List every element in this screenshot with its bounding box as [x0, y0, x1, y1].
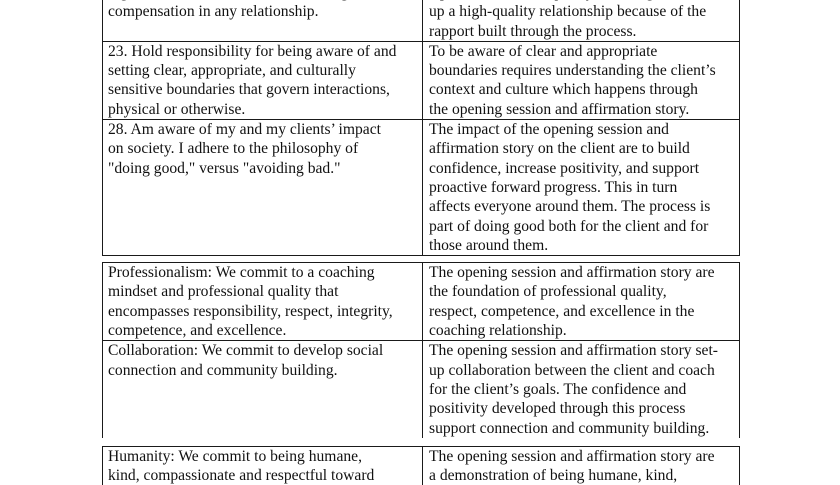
alignment-cell: The opening session and affirmation story are the foundation of professional quality, respect, competence, and excellence in the coaching relationship. — [423, 263, 740, 340]
standard-cell: Collaboration: We commit to develop social connection and community building. — [102, 341, 423, 437]
alignment-cell: up a high-quality relationship because of the rapport built through the process. — [423, 0, 740, 41]
standard-cell: 23. Hold responsibility for being aware of and setting clear, appropriate, and culturally sensitive boundaries that govern interactions, physical or otherwise. — [102, 42, 423, 119]
alignment-cell: The impact of the opening session and affirmation story on the client are to build confidence, increase positivity, and support proactive forward progress. This in turn affects everyone around them. The process is part of doing good both for the client and for those around them. — [423, 120, 740, 255]
standard-cell: compensation in any relationship. — [102, 0, 423, 41]
standard-cell: Professionalism: We commit to a coaching mindset and professional quality that encompasses responsibility, respect, integrity, competence, and excellence. — [102, 263, 423, 340]
standard-cell: 28. Am aware of my and my clients’ impact on society. I adhere to the philosophy of "doing good," versus "avoiding bad." — [102, 120, 423, 255]
ethics-alignment-table — [102, 0, 740, 485]
alignment-cell: The opening session and affirmation story are a demonstration of being humane, kind, — [423, 447, 740, 485]
table-row — [102, 340, 740, 437]
table-row — [102, 41, 740, 119]
table-row — [102, 0, 740, 41]
table-row — [102, 119, 740, 256]
alignment-cell: To be aware of clear and appropriate boundaries requires understanding the client’s context and culture which happens through the opening session and affirmation story. — [423, 42, 740, 119]
table-row — [102, 446, 740, 485]
standard-cell: Humanity: We commit to being humane, kind, compassionate and respectful toward — [102, 447, 423, 485]
alignment-cell: The opening session and affirmation story set- up collaboration between the client and coach for the client’s goals. The confidence and positivity developed through this process support connection and community building. — [423, 341, 740, 437]
table-row — [102, 262, 740, 340]
